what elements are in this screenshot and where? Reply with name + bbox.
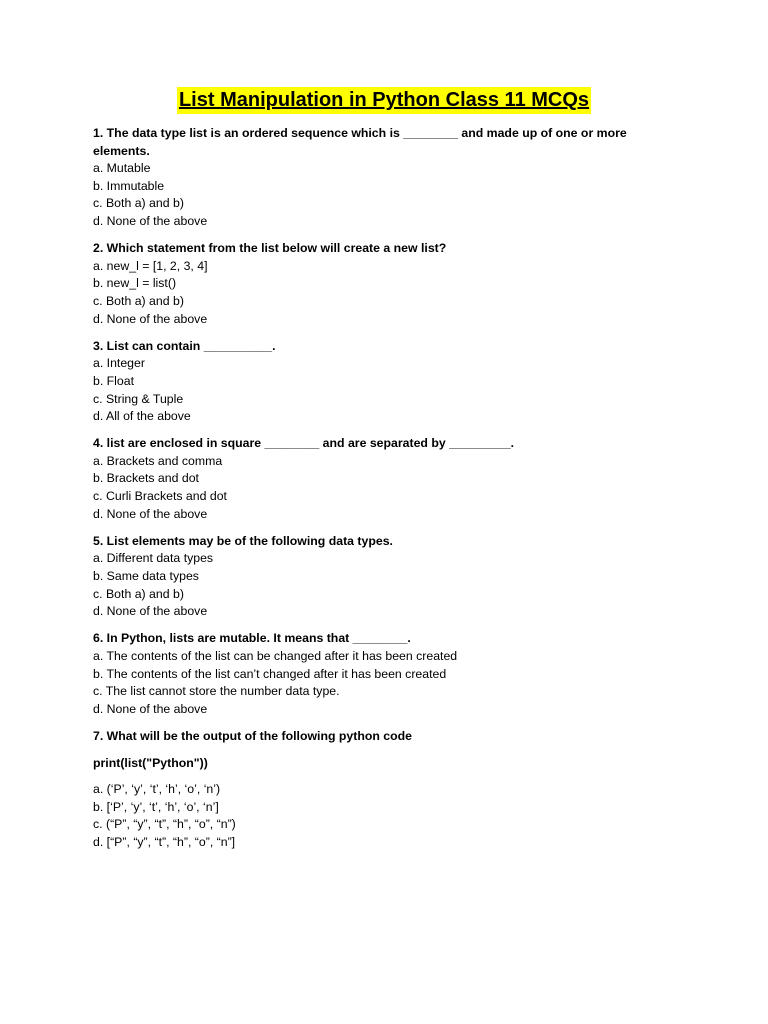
option-d: d. All of the above [93,409,191,424]
option-a: a. (‘P’, ‘y’, ‘t’, ‘h’, ‘o’, ‘n’) [93,782,221,797]
option-d: d. None of the above [93,311,208,326]
question-text: 7. What will be the output of the following python code [93,728,413,743]
option-c: c. Curli Brackets and dot [93,489,227,504]
option-a: a. Brackets and comma [93,453,223,468]
option-a: a. Integer [93,356,145,371]
question-text: 6. In Python, lists are mutable. It means that ________. [93,631,411,646]
code-snippet: print(list("Python")) [93,755,208,770]
option-a: a. new_l = [1, 2, 3, 4] [93,258,208,273]
option-b: b. Float [93,373,135,388]
option-b: b. Same data types [93,569,199,584]
option-a: a. Mutable [93,161,151,176]
option-d: d. None of the above [93,701,208,716]
question-text: 2. Which statement from the list below will create a new list? [93,241,447,256]
question-text: 5. List elements may be of the following data types. [93,533,393,548]
option-c: c. The list cannot store the number data type. [93,684,340,699]
option-b: b. new_l = list() [93,276,177,291]
question-2 [93,240,678,328]
question-6 [93,630,678,718]
question-4 [93,435,678,523]
question-1 [93,125,678,231]
mcq-list [93,125,678,861]
question-5 [93,533,678,621]
question-3 [93,338,678,426]
option-a: a. Different data types [93,551,214,566]
question-text: 4. list are enclosed in square ________ and are separated by _________. [93,436,515,451]
question-text: 3. List can contain __________. [93,338,276,353]
question-text: 1. The data type list is an ordered sequence which is ________ and made up of one or more elements. [93,126,627,158]
option-c: c. Both a) and b) [93,293,184,308]
option-d: d. None of the above [93,506,208,521]
question-7 [93,728,678,852]
option-b: b. The contents of the list can’t changed after it has been created [93,666,447,681]
option-b: b. [‘P’, ‘y’, ‘t’, ‘h’, ‘o’, ‘n’] [93,799,219,814]
option-a: a. The contents of the list can be changed after it has been created [93,649,458,663]
option-c: c. Both a) and b) [93,586,184,601]
option-b: b. Brackets and dot [93,471,199,486]
option-c: c. (“P”, “y”, “t”, “h”, “o”, “n”) [93,817,236,832]
option-c: c. Both a) and b) [93,196,184,211]
option-d: d. [“P”, “y”, “t”, “h”, “o”, “n”] [93,834,236,849]
option-c: c. String & Tuple [93,391,184,406]
title-wrap [0,87,768,114]
page-title: List Manipulation in Python Class 11 MCQs [177,87,591,114]
option-d: d. None of the above [93,604,208,619]
option-b: b. Immutable [93,178,165,193]
option-d: d. None of the above [93,213,208,228]
